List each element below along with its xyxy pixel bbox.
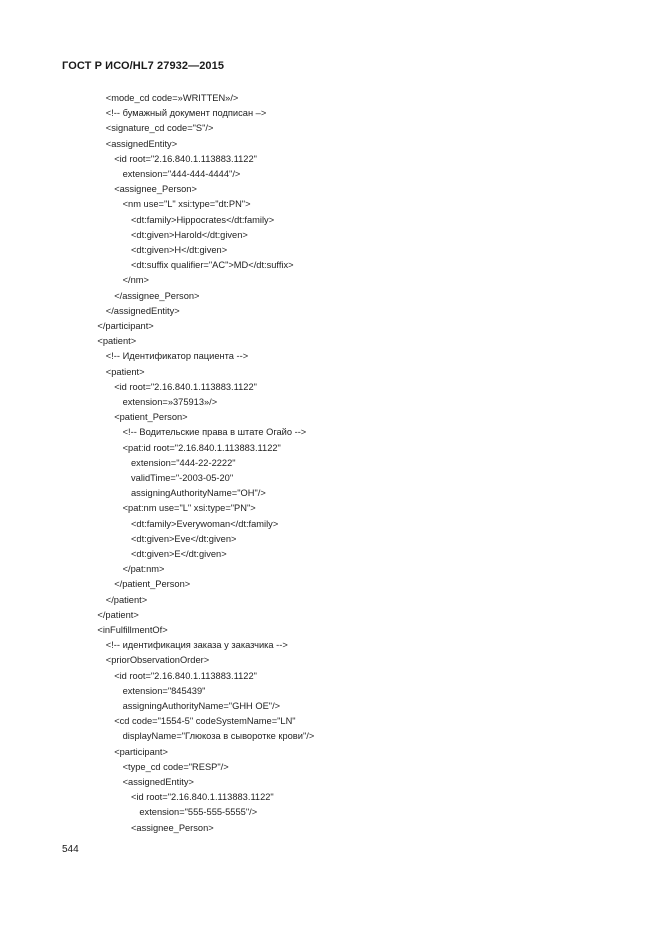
code-line: extension=»375913»/> <box>122 397 218 407</box>
code-line: <participant> <box>114 746 168 757</box>
code-line: </pat:nm> <box>122 564 165 575</box>
code-line: assigningAuthorityName="GHH OE"/> <box>122 701 281 711</box>
code-line: <inFulfillmentOf> <box>97 625 168 635</box>
code-line: <id root="2.16.840.1.113883.1122" <box>114 670 257 681</box>
code-line: <dt:family>Hippocrates</dt:family> <box>131 214 275 225</box>
code-line: </assignedEntity> <box>105 305 180 316</box>
code-line: </patient> <box>105 594 148 605</box>
code-line: extension="444-444-4444"/> <box>122 169 241 179</box>
code-line: <id root="2.16.840.1.113883.1122" <box>131 792 274 803</box>
code-line: extension="845439" <box>122 685 206 696</box>
code-line: <!-- идентификация заказа у заказчика --> <box>105 640 288 651</box>
code-line: <dt:given>Eve</dt:given> <box>131 533 237 544</box>
code-line: </assignee_Person> <box>114 290 200 301</box>
code-line: extension="555-555-5555"/> <box>139 807 258 818</box>
code-line: validTime="-2003-05-20" <box>131 473 234 483</box>
code-line: <patient> <box>97 336 137 347</box>
code-line: <dt:given>E</dt:given> <box>131 549 227 559</box>
code-line: assigningAuthorityName="OH"/> <box>131 488 266 499</box>
code-line: <!-- бумажный документ подписан –> <box>105 108 267 119</box>
code-line: <assignee_Person> <box>131 822 214 833</box>
code-line: <nm use="L" xsi:type="dt:PN"> <box>122 199 251 210</box>
code-line: <dt:suffix qualifier="AC">MD</dt:suffix> <box>131 260 294 271</box>
code-line: <assignee_Person> <box>114 184 197 195</box>
page-header: ГОСТ Р ИСО/HL7 27932—2015 <box>62 60 225 72</box>
code-line: <!-- Идентификатор пациента --> <box>105 351 249 362</box>
code-line: <dt:family>Everywoman</dt:family> <box>131 518 279 529</box>
code-line: <priorObservationOrder> <box>105 655 210 666</box>
code-line: <pat:nm use="L" xsi:type="PN"> <box>122 503 256 514</box>
code-line: <mode_cd code=»WRITTEN»/> <box>105 93 239 103</box>
code-line: </patient_Person> <box>114 579 191 590</box>
code-line: <id root="2.16.840.1.113883.1122" <box>114 381 257 392</box>
code-line: extension="444-22-2222" <box>131 457 236 468</box>
code-line: <signature_cd code="S"/> <box>105 123 214 134</box>
code-line: displayName="Глюкоза в сыворотке крови"/> <box>122 731 315 742</box>
code-line: <cd code="1554-5" codeSystemName="LN" <box>114 716 296 727</box>
code-line: <pat:id root="2.16.840.1.113883.1122" <box>122 442 281 453</box>
code-line: <id root="2.16.840.1.113883.1122" <box>114 153 257 164</box>
code-line: <assignedEntity> <box>122 777 194 787</box>
code-line: <dt:given>Harold</dt:given> <box>131 229 248 240</box>
code-line: </nm> <box>122 275 149 286</box>
code-line: </participant> <box>97 321 154 331</box>
code-line: <!-- Водительские права в штате Огайо --> <box>122 427 307 438</box>
code-line: <dt:given>H</dt:given> <box>131 245 228 255</box>
code-line: <assignedEntity> <box>105 138 178 149</box>
code-line: <type_cd code="RESP"/> <box>122 761 229 772</box>
code-line: <patient_Person> <box>114 412 188 423</box>
code-line: <patient> <box>105 366 145 377</box>
page-number: 544 <box>62 844 79 855</box>
code-line: </patient> <box>97 609 139 620</box>
